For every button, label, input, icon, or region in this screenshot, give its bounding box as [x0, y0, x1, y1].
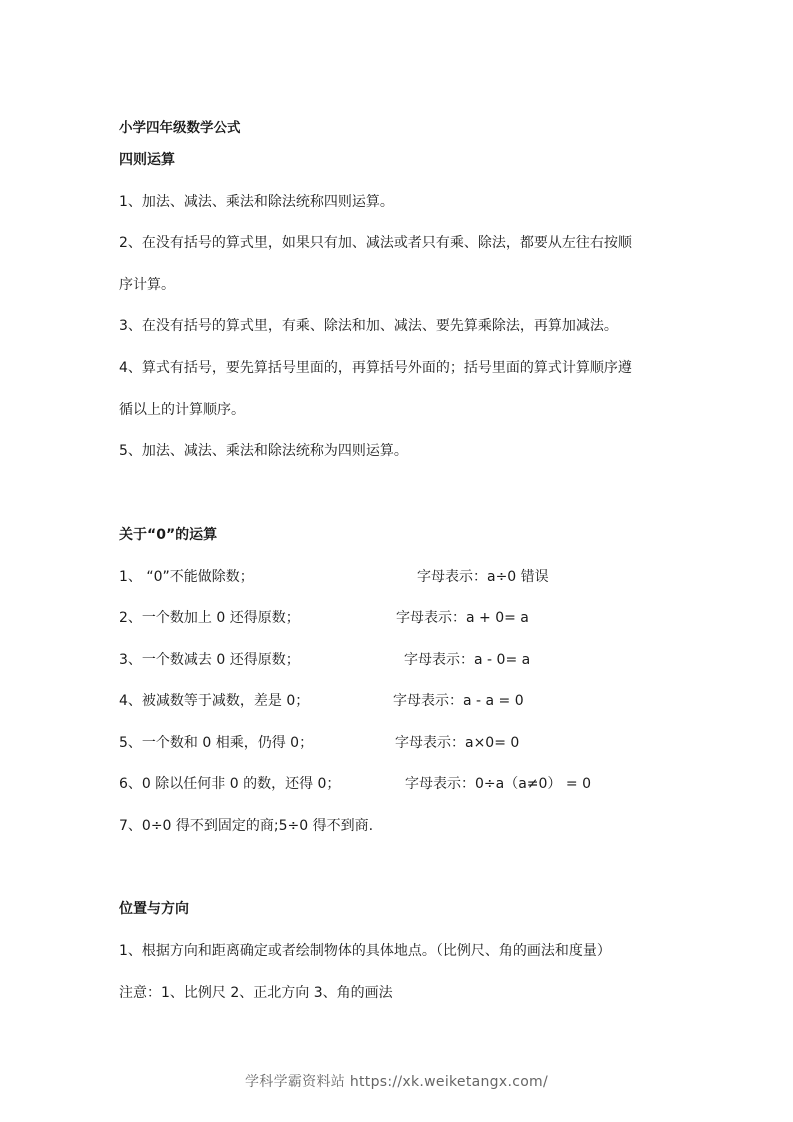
paragraph: 循以上的计算顺序。 — [119, 402, 245, 418]
document-title: 小学四年级数学公式 — [119, 120, 241, 136]
paragraph: 1、根据方向和距离确定或者绘制物体的具体地点。（比例尺、角的画法和度量） — [119, 943, 611, 959]
section-heading-zero: 关于“0”的运算 — [119, 527, 218, 543]
zero-formula: 字母表示：0÷a（a≠0） = 0 — [405, 776, 591, 792]
zero-rule: 3、一个数减去 0 还得原数； — [119, 652, 300, 668]
zero-formula: 字母表示：a + 0= a — [396, 610, 529, 626]
paragraph: 7、0÷0 得不到固定的商;5÷0 得不到商. — [119, 818, 374, 834]
zero-formula: 字母表示：a - a = 0 — [393, 693, 524, 709]
paragraph: 2、在没有括号的算式里，如果只有加、减法或者只有乘、除法，都要从左往右按顺 — [119, 235, 632, 251]
zero-rule: 4、被减数等于减数，差是 0； — [119, 693, 310, 709]
paragraph: 注意：1、比例尺 2、正北方向 3、角的画法 — [119, 985, 393, 1001]
paragraph: 序计算。 — [119, 277, 175, 293]
footer-watermark: 学科学霸资料站 https://xk.weiketangx.com/ — [244, 1074, 549, 1090]
zero-rule: 5、一个数和 0 相乘，仍得 0； — [119, 735, 314, 751]
paragraph: 5、加法、减法、乘法和除法统称为四则运算。 — [119, 443, 408, 459]
section-heading-position: 位置与方向 — [119, 901, 189, 917]
section-heading-arithmetic: 四则运算 — [119, 152, 175, 168]
zero-formula: 字母表示：a×0= 0 — [395, 735, 520, 751]
paragraph: 3、在没有括号的算式里，有乘、除法和加、减法、要先算乘除法，再算加减法。 — [119, 318, 618, 334]
paragraph: 1、加法、减法、乘法和除法统称四则运算。 — [119, 194, 394, 210]
zero-formula: 字母表示：a÷0 错误 — [417, 569, 549, 585]
paragraph: 4、算式有括号，要先算括号里面的，再算括号外面的；括号里面的算式计算顺序遵 — [119, 360, 632, 376]
zero-rule: 1、 “0”不能做除数； — [119, 569, 254, 585]
zero-rule: 2、一个数加上 0 还得原数； — [119, 610, 300, 626]
zero-rule: 6、0 除以任何非 0 的数，还得 0； — [119, 776, 341, 792]
zero-formula: 字母表示：a - 0= a — [404, 652, 531, 668]
